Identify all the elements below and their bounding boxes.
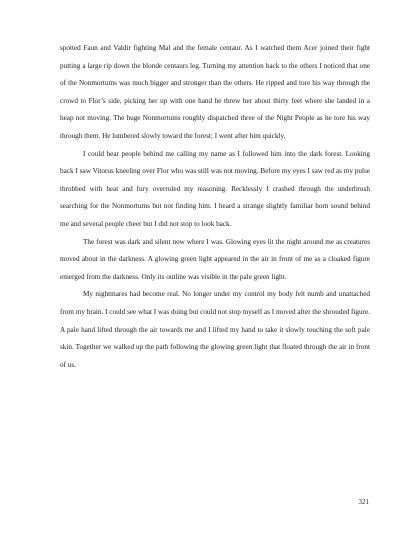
paragraph-3: The forest was dark and silent now where I was. Glowing eyes lit the night around me as creatures moved about in the darkness. A glowing green light appeared in the air in front of me as a cloaked figure emerged from the darkness. Only its outline was visible in the pale green light. <box>60 237 370 281</box>
paragraph-2: I could hear people behind me calling my name as I followed him into the dark forest. Looking back I saw Vitorus kneeling over Flor who was still was not moving. Before my eyes I saw red as my pulse throbbed with heat and fury overruled my reasoning. Recklessly I crashed through the underbrush searching for the Nonmortums but not finding him. I heard a strange slightly familiar horn sound behind me and several people cheer but I did not stop to look back. <box>60 149 370 228</box>
paragraph-1: spotted Faun and Valdir fighting Mal and the female centaur. As I watched them Acer joined their fight putting a large rip down the blonde centaurs leg. Turning my attention back to the others I noticed that one of the Nonmortums was much bigger and stronger than the others. He ripped and tore his way through the crowd to Flor’s side, picking her up with one hand he threw her about thirty feet where she landed in a heap not moving. The huge Nonmortums roughly dispatched three of the Night People as he tore his way through them. He lumbered slowly toward the forest; I went after him quickly. <box>60 44 370 140</box>
paragraph-4: My nightmares had become real. No longer under my control my body felt numb and unattached from my brain. I could see what I was doing but could not stop myself as I moved after the shrouded figure. A pale hand lifted through the air towards me and I lifted my hand to take it slowly touching the soft pale skin. Together we walked up the path following the glowing green light that floated through the air in front of us. <box>60 290 370 369</box>
page-number: 321 <box>358 498 369 506</box>
body-text <box>60 40 370 374</box>
